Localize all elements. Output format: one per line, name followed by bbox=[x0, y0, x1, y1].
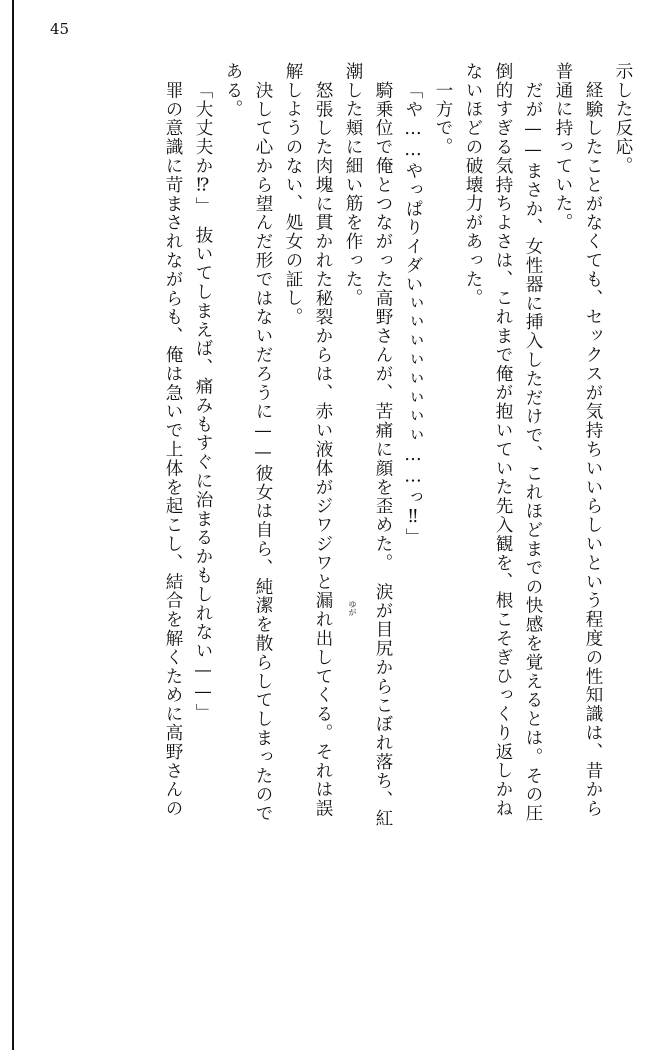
text-column: 「大丈夫か⁉」 抜いてしまえば、痛みもすぐに治まるかもしれない——」 bbox=[193, 81, 213, 723]
text-column: 経験したことがなくても、セックスが気持ちいいらしいという程度の性知識は、昔から bbox=[583, 81, 603, 819]
text-column: ある。 bbox=[223, 62, 243, 119]
text-column: ないほどの破壊力があった。 bbox=[463, 62, 483, 308]
page-number: 45 bbox=[50, 20, 70, 38]
spine-rule bbox=[12, 0, 14, 1050]
text-column: 普通に持っていた。 bbox=[553, 62, 573, 233]
text-column: 怒張した肉塊に貫かれた秘裂からは、赤い液体がジワジワと漏れ出してくる。それは誤 bbox=[313, 81, 333, 819]
text-column: 決して心から望んだ形ではないだろうに——彼女は自ら、純潔を散らしてしまったので bbox=[253, 81, 273, 824]
text-column: 罪の意識に苛まされながらも、俺は急いで上体を起こし、結合を解くために高野さんの bbox=[163, 81, 183, 819]
text-column: 倒的すぎる気持ちよさは、これまで俺が抱いていた先入観を、根こそぎひっくり返しかね bbox=[493, 62, 513, 818]
text-column: 「や……やっぱりイダいぃぃぃぃぃぃぃぃ……っ‼」 bbox=[403, 81, 423, 548]
text-column: 騎乗位で俺とつながった高野さんが、苦痛に顔を歪めた。 涙が目尻からこぼれ落ち、紅 bbox=[373, 81, 393, 829]
text-column: 解しようのない、処女の証し。 bbox=[283, 62, 303, 327]
text-column: 一方で。 bbox=[433, 81, 453, 157]
ruby-annotation: ゆが bbox=[348, 600, 357, 616]
text-column: だが——まさか、女性器に挿入しただけで、これほどまでの快感を覚えるとは。その圧 bbox=[523, 81, 543, 824]
text-column: 示した反応。 bbox=[613, 62, 633, 176]
text-column: 潮した頬に細い筋を作った。 bbox=[343, 62, 363, 308]
body-text-block bbox=[42, 62, 631, 1014]
